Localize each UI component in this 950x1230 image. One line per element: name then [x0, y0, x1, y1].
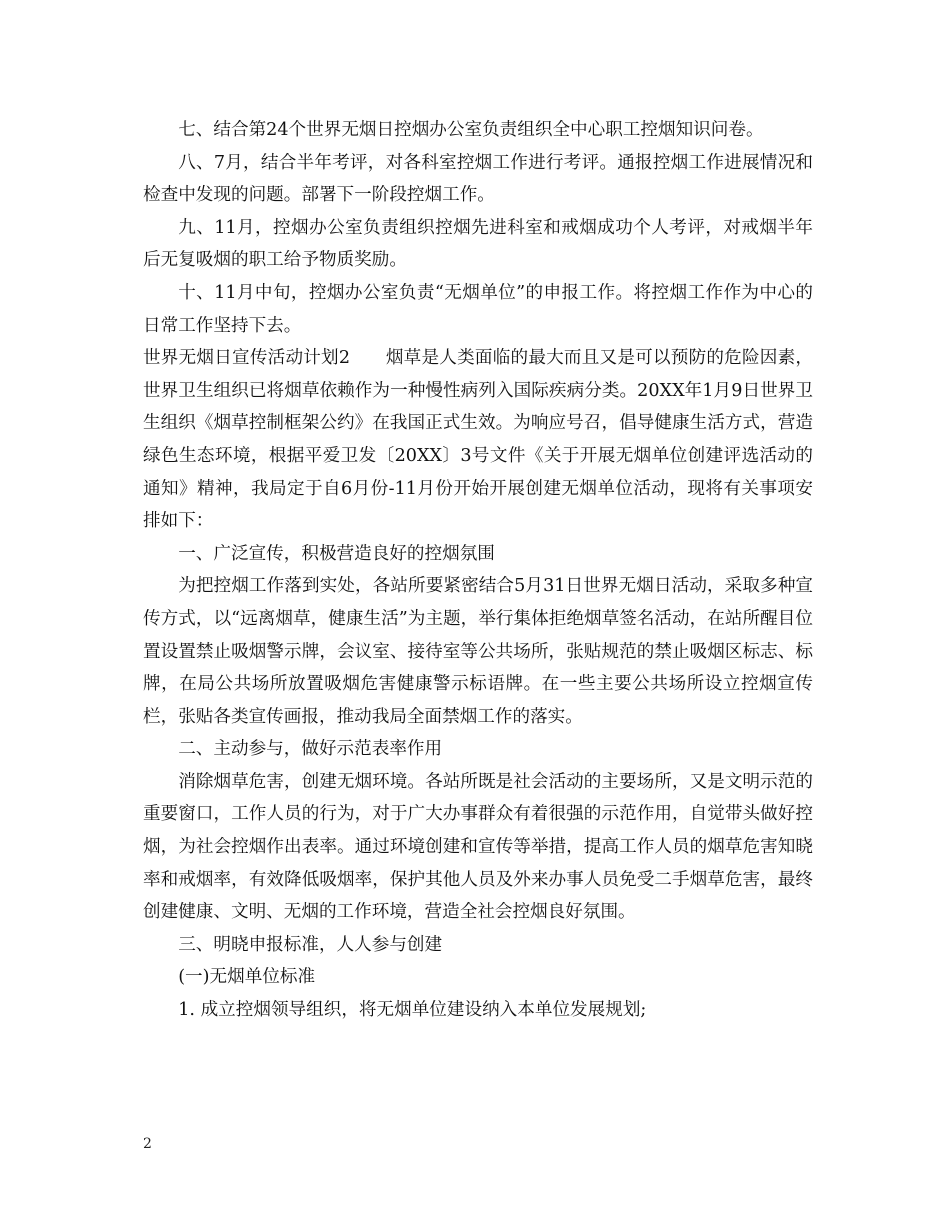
section-heading-2: 二、主动参与，做好示范表率作用: [178, 739, 443, 760]
plan-2-intro-paragraph: 世界无烟日宣传活动计划2 烟草是人类面临的最大而且又是可以预防的危险因素，世界卫生组织已将烟草依赖作为一种慢性病列入国际疾病分类。20XX年1月9日世界卫生组织《烟草控制框架公约》在我国正式生效。为响应号召，倡导健康生活方式，营造绿色生态环境，根据平爱卫发〔20XX〕3号文件《关于开展无烟单位创建评选活动的通知》精神，我局定于自6月份-11月份开始开展创建无烟单位活动，现将有关事项安排如下：: [143, 348, 813, 532]
paragraph-item-7: 七、结合第24个世界无烟日控烟办公室负责组织全中心职工控烟知识问卷。: [178, 120, 764, 140]
paragraph-item-10: 十、11月中旬，控烟办公室负责“无烟单位”的申报工作。将控烟工作作为中心的日常工作坚持下去。: [143, 282, 813, 336]
document-body: [143, 114, 813, 1027]
subsection-heading-1: (一)无烟单位标准: [178, 967, 316, 988]
section-2-body: 消除烟草危害，创建无烟环境。各站所既是社会活动的主要场所，又是文明示范的重要窗口，工作人员的行为，对于广大办事群众有着很强的示范作用，自觉带头做好控烟，为社会控烟作出表率。通过环境创建和宣传等举措，提高工作人员的烟草危害知晓率和戒烟率，有效降低吸烟率，保护其他人员及外来办事人员免受二手烟草危害，最终创建健康、文明、无烟的工作环境，营造全社会控烟良好氛围。: [143, 771, 813, 923]
section-heading-3: 三、明晓申报标准，人人参与创建: [178, 934, 443, 955]
section-heading-1: 一、广泛宣传，积极营造良好的控烟氛围: [178, 543, 495, 564]
paragraph-item-9: 九、11月，控烟办公室负责组织控烟先进科室和戒烟成功个人考评，对戒烟半年后无复吸烟的职工给予物质奖励。: [143, 217, 813, 271]
section-1-body: 为把控烟工作落到实处，各站所要紧密结合5月31日世界无烟日活动，采取多种宣传方式，以“远离烟草，健康生活”为主题，举行集体拒绝烟草签名活动，在站所醒目位置设置禁止吸烟警示牌，会议室、接待室等公共场所，张贴规范的禁止吸烟区标志、标牌，在局公共场所放置吸烟危害健康警示标语牌。在一些主要公共场所设立控烟宣传栏，张贴各类宣传画报，推动我局全面禁烟工作的落实。: [143, 576, 813, 727]
paragraph-item-8: 八、7月，结合半年考评，对各科室控烟工作进行考评。通报控烟工作进展情况和检查中发现的问题。部署下一阶段控烟工作。: [143, 152, 813, 206]
page-number: 2: [143, 1136, 152, 1152]
standard-item-1: 1. 成立控烟领导组织，将无烟单位建设纳入本单位发展规划;: [178, 1000, 647, 1021]
